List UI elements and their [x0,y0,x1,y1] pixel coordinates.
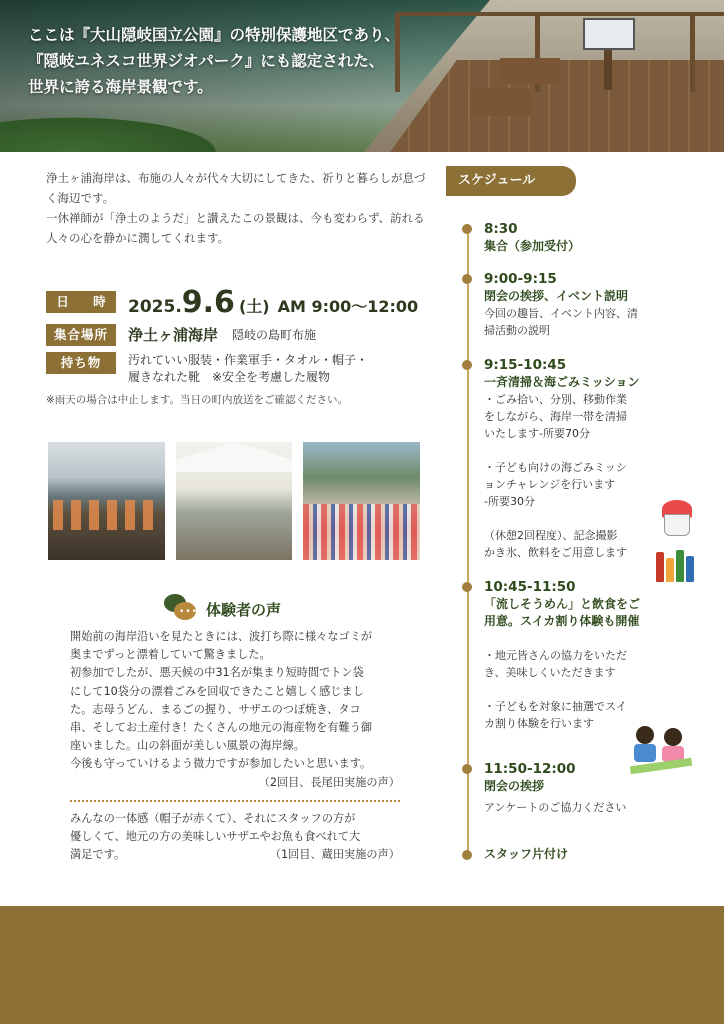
schedule-desc: （休憩2回程度）、記念撮影 [484,529,618,542]
schedule-desc-spacer [484,630,676,647]
schedule-desc-spacer [484,681,676,698]
schedule-desc-spacer [484,510,676,527]
voice-line: 座いました。山の斜面が美しい風景の海岸線。 [70,739,305,753]
timeline-dot [462,764,472,774]
voice-signature: （1回目、蔵田実施の声） [269,848,400,862]
schedule-item [466,270,676,339]
place-label: 集合場所 [46,324,116,346]
hero-rocks [0,112,240,152]
schedule-desc: をしながら、海岸一帯を清掃 [484,410,627,423]
schedule-item [466,220,676,255]
schedule-desc: 掃活動の説明 [484,324,550,337]
schedule-desc: かき氷、飲料をご用意します [484,546,627,559]
schedule-item [466,578,676,732]
schedule-title-text: 一斉清掃＆海ごみミッション [484,375,640,389]
date-year: 2025. [128,296,182,317]
timeline-dot [462,850,472,860]
items-line: 汚れていい服装・作業軍手・タオル・帽子・ [128,353,369,367]
items-text [128,352,428,386]
items-row [46,352,446,386]
voices-divider [70,800,400,802]
intro-paragraph: 一休禅師が「浄土のようだ」と讃えたこの景観は、今も変わらず、訪れる人々の心を静かに潤してくれます。 [46,211,425,245]
schedule-desc: ・子ども向けの海ごみミッシ [484,461,627,474]
drink-bottles-icon [656,548,696,582]
schedule-title-text: 閉会の挨拶、イベント説明 [484,289,629,303]
hero-rail-post [690,12,695,92]
voice-line: 奥までずっと漂着していて驚きました。 [70,648,271,662]
place-sub: 隠岐の島町布施 [232,328,317,342]
items-line: 履きなれた靴 ※安全を考慮した履物 [128,370,331,384]
schedule-title-text: 閉会の挨拶 [484,779,545,793]
schedule-desc: -所要30分 [484,495,535,508]
schedule-title-text: スタッフ片付け [484,847,569,861]
rain-note: ※雨天の場合は中止します。当日の町内放送をご確認ください。 [46,394,348,406]
items-label: 持ち物 [46,352,116,374]
voice-line: 優しくて、地元の方の美味しいサザエやお魚も食べれて大 [70,830,361,844]
voice-signature: （2回目、長尾田実施の声） [258,775,400,789]
timeline-dot [462,582,472,592]
voices-header [164,594,281,624]
timeline-dot [462,274,472,284]
voice-last-line [70,846,400,864]
schedule-time: 9:00-9:15 [484,271,557,287]
footer-band [0,906,724,1024]
voice-line: 満足です。 [70,848,126,862]
event-info [46,286,446,407]
schedule-desc: ・子どもを対象に抽選でスイ [484,700,627,713]
voice-line: 串、そしてお土産付き！たくさんの地元の海産物を有難う御 [70,721,373,735]
intro-paragraph: 浄土ヶ浦海岸は、布施の人々が代々大切にしてきた、祈りと暮らしが息づく海辺です。 [46,171,426,205]
date-time: AM 9:00〜12:00 [277,296,419,316]
schedule-title: スケジュール [446,166,576,196]
schedule-desc: ・地元皆さんの協力をいただ [484,649,627,662]
schedule-item [466,846,676,863]
hero-text [28,22,498,100]
schedule-desc: 今回の趣旨、イベント内容、清 [484,307,638,320]
schedule-desc-spacer [484,442,676,459]
event-date [128,285,418,320]
place-row [46,324,446,346]
date-label: 日 時 [46,291,116,313]
voice-line: にして10袋分の漂着ごみを回収できたこと嬉しく感じまし [70,684,364,698]
schedule-title-text: 「流しそうめん」と飲食をご用意。スイカ割り体験も開催 [484,597,641,628]
schedule-desc: ョンチャレンジを行います [484,478,616,491]
hero-banner [0,0,724,152]
shaved-ice-icon [660,498,694,538]
schedule-desc: き、美味しくいただきます [484,666,616,679]
voices-title: 体験者の声 [206,600,282,619]
schedule-desc: いたします-所要70分 [484,427,590,440]
voice-line: 今後も守っていけるよう微力ですが参加したいと思います。 [70,757,372,771]
schedule-time: 11:50-12:00 [484,761,576,777]
place-main: 浄土ヶ浦海岸 [128,326,219,344]
timeline-dot [462,224,472,234]
voices-body [70,628,400,864]
date-row [46,286,446,318]
date-month-day: 9.6 [181,284,235,320]
schedule-desc: カ割り体験を行います [484,717,594,730]
intro-text [46,168,426,248]
hero-bench [500,58,560,84]
voice-line: た。志母うどん、まるごの握り、サザエのつぼ焼き、タコ [70,702,361,716]
schedule-time: 9:15-10:45 [484,357,567,373]
hero-sign-post [604,50,612,90]
hero-line: ここは『大山隠岐国立公園』の特別保護地区であり、 [28,26,401,44]
schedule-desc: ・ごみ拾い、分別、移動作業 [484,393,627,406]
hero-line: 世界に誇る海岸景観です。 [28,78,213,96]
schedule-desc: アンケートのご協力ください [484,801,627,814]
schedule-time: 10:45-11:50 [484,579,576,595]
schedule-title-text: 集合（参加受付） [484,239,581,253]
photo-group [303,442,420,560]
photo-beach-cleanup [48,442,165,560]
chat-bubbles-icon: ••• [164,594,198,624]
kids-nagashi-somen-icon [630,722,692,776]
date-weekday: (土) [238,296,270,316]
timeline-dot [462,360,472,370]
voice-line: 開始前の海岸沿いを見たときには、波打ち際に様々なゴミが [70,630,373,643]
photo-strip [48,442,420,560]
photo-tent-gathering [176,442,293,560]
hero-line: 『隠岐ユネスコ世界ジオパーク』にも認定された、 [28,52,385,70]
schedule-item [466,356,676,561]
voice-line: みんなの一体感（帽子が赤くて）、それにスタッフの方が [70,811,356,825]
voice-line: 初参加でしたが、悪天候の中31名が集まり短時間でトン袋 [70,666,364,680]
hero-info-sign [583,18,635,50]
schedule-time: 8:30 [484,221,518,237]
